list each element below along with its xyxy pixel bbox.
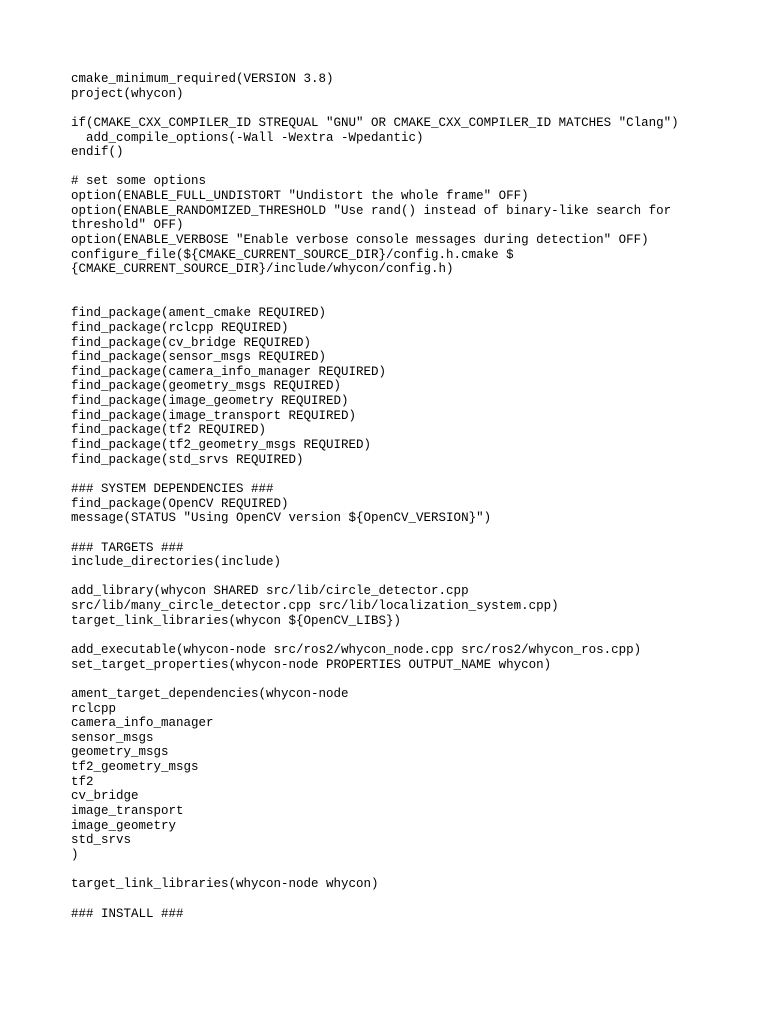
code-line: find_package(OpenCV REQUIRED): [71, 496, 289, 511]
code-line: sensor_msgs: [71, 730, 154, 745]
code-line: camera_info_manager: [71, 716, 214, 731]
code-line: rclcpp: [71, 701, 117, 716]
blank-line: [71, 863, 701, 878]
code-line: tf2: [71, 774, 94, 789]
document-body: [71, 72, 701, 921]
code-line: configure_file(${CMAKE_CURRENT_SOURCE_DIR}/config.h.cmake $: [71, 247, 514, 262]
code-line: option(ENABLE_RANDOMIZED_THRESHOLD "Use rand() instead of binary-like search for: [71, 203, 672, 218]
code-line: find_package(tf2_geometry_msgs REQUIRED): [71, 438, 372, 453]
code-line: find_package(camera_info_manager REQUIRED): [71, 364, 387, 379]
code-line: find_package(image_transport REQUIRED): [71, 408, 357, 423]
code-line: src/lib/many_circle_detector.cpp src/lib/localization_system.cpp): [71, 599, 559, 614]
code-line: include_directories(include): [71, 555, 282, 570]
code-line: endif(): [71, 145, 124, 160]
code-line: tf2_geometry_msgs: [71, 760, 199, 775]
blank-line: [71, 101, 701, 116]
section-heading: ### SYSTEM DEPENDENCIES ###: [71, 481, 274, 496]
code-line: find_package(ament_cmake REQUIRED): [71, 306, 327, 321]
code-line: {CMAKE_CURRENT_SOURCE_DIR}/include/whycon/config.h): [71, 262, 454, 277]
code-line: project(whycon): [71, 86, 184, 101]
blank-line: [71, 292, 701, 307]
blank-line: [71, 570, 701, 585]
code-line: find_package(rclcpp REQUIRED): [71, 320, 289, 335]
code-line: find_package(std_srvs REQUIRED): [71, 452, 304, 467]
section-heading: ### TARGETS ###: [71, 540, 184, 555]
code-line: find_package(geometry_msgs REQUIRED): [71, 379, 342, 394]
code-line: target_link_libraries(whycon ${OpenCV_LIBS}): [71, 613, 402, 628]
code-line: image_transport: [71, 804, 184, 819]
code-line: std_srvs: [71, 833, 132, 848]
blank-line: [71, 467, 701, 482]
code-line: cmake_minimum_required(VERSION 3.8): [71, 72, 334, 86]
code-line: add_compile_options(-Wall -Wextra -Wpedantic): [71, 130, 424, 145]
code-line: ): [71, 847, 79, 862]
code-line: message(STATUS "Using OpenCV version ${OpenCV_VERSION}"): [71, 511, 492, 526]
code-line: threshold" OFF): [71, 218, 184, 233]
code-line: image_geometry: [71, 818, 177, 833]
code-line: if(CMAKE_CXX_COMPILER_ID STREQUAL "GNU" OR CMAKE_CXX_COMPILER_ID MATCHES "Clang"): [71, 115, 679, 130]
blank-line: [71, 628, 701, 643]
code-line: set_target_properties(whycon-node PROPERTIES OUTPUT_NAME whycon): [71, 657, 552, 672]
blank-line: [71, 526, 701, 541]
code-line: add_executable(whycon-node src/ros2/whycon_node.cpp src/ros2/whycon_ros.cpp): [71, 642, 642, 657]
comment-line: # set some options: [71, 174, 207, 189]
code-line: option(ENABLE_FULL_UNDISTORT "Undistort the whole frame" OFF): [71, 189, 529, 204]
blank-line: [71, 160, 701, 175]
code-line: cv_bridge: [71, 789, 139, 804]
code-line: find_package(cv_bridge REQUIRED): [71, 335, 312, 350]
code-line: add_library(whycon SHARED src/lib/circle_detector.cpp: [71, 584, 469, 599]
section-heading: ### INSTALL ###: [71, 906, 184, 921]
code-line: find_package(sensor_msgs REQUIRED): [71, 350, 327, 365]
code-line: find_package(tf2 REQUIRED): [71, 423, 267, 438]
code-line: option(ENABLE_VERBOSE "Enable verbose console messages during detection" OFF): [71, 233, 649, 248]
code-line: geometry_msgs: [71, 745, 169, 760]
blank-line: [71, 672, 701, 687]
code-line: target_link_libraries(whycon-node whycon): [71, 877, 379, 892]
code-line: ament_target_dependencies(whycon-node: [71, 686, 349, 701]
code-line: find_package(image_geometry REQUIRED): [71, 394, 349, 409]
blank-line: [71, 277, 701, 292]
blank-line: [71, 892, 701, 907]
